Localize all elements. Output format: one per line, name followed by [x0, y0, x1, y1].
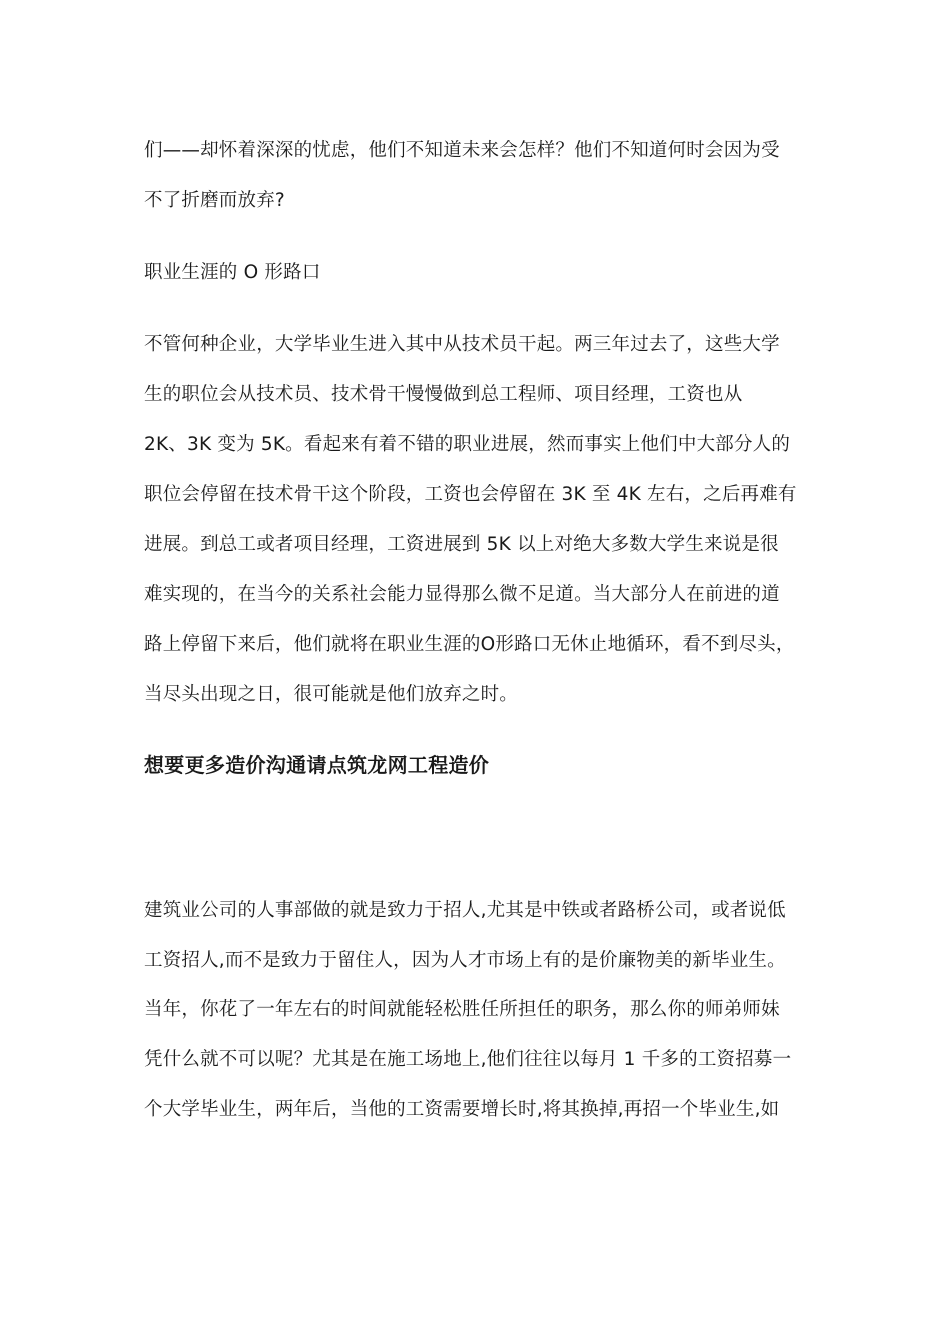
text-line: 个大学毕业生，两年后，当他的工资需要增长时,将其换掉,再招一个毕业生,如 — [144, 1099, 780, 1120]
section-title: 职业生涯的 O 形路口 — [144, 262, 321, 283]
text-line: 职位会停留在技术骨干这个阶段，工资也会停留在 3K 至 4K 左右，之后再难有 — [144, 484, 797, 505]
text-line: 工资招人,而不是致力于留住人，因为人才市场上有的是价廉物美的新毕业生。 — [144, 950, 786, 971]
text-line: 不管何种企业，大学毕业生进入其中从技术员干起。两三年过去了，这些大学 — [144, 334, 780, 355]
text-line: 们——却怀着深深的忧虑，他们不知道未来会怎样？他们不知道何时会因为受 — [144, 140, 780, 161]
text-line: 当尽头出现之日，很可能就是他们放弃之时。 — [144, 684, 519, 705]
text-line: 生的职位会从技术员、技术骨干慢慢做到总工程师、项目经理，工资也从 — [144, 384, 743, 405]
text-line: 凭什么就不可以呢？尤其是在施工场地上,他们往往以每月 1 千多的工资招募一 — [144, 1049, 792, 1070]
text-line: 不了折磨而放弃? — [144, 190, 285, 211]
text-line: 路上停留下来后，他们就将在职业生涯的O形路口无休止地循环，看不到尽头， — [144, 634, 795, 655]
text-line: 当年，你花了一年左右的时间就能轻松胜任所担任的职务，那么你的师弟师妹 — [144, 999, 780, 1020]
text-line: 2K、3K 变为 5K。看起来有着不错的职业进展，然而事实上他们中大部分人的 — [144, 434, 791, 455]
text-line: 建筑业公司的人事部做的就是致力于招人,尤其是中铁或者路桥公司，或者说低 — [144, 900, 786, 921]
text-line: 进展。到总工或者项目经理，工资进展到 5K 以上对绝大多数大学生来说是很 — [144, 534, 779, 555]
text-line: 难实现的，在当今的关系社会能力显得那么微不足道。当大部分人在前进的道 — [144, 584, 780, 605]
promo-heading: 想要更多造价沟通请点筑龙网工程造价 — [144, 753, 490, 777]
